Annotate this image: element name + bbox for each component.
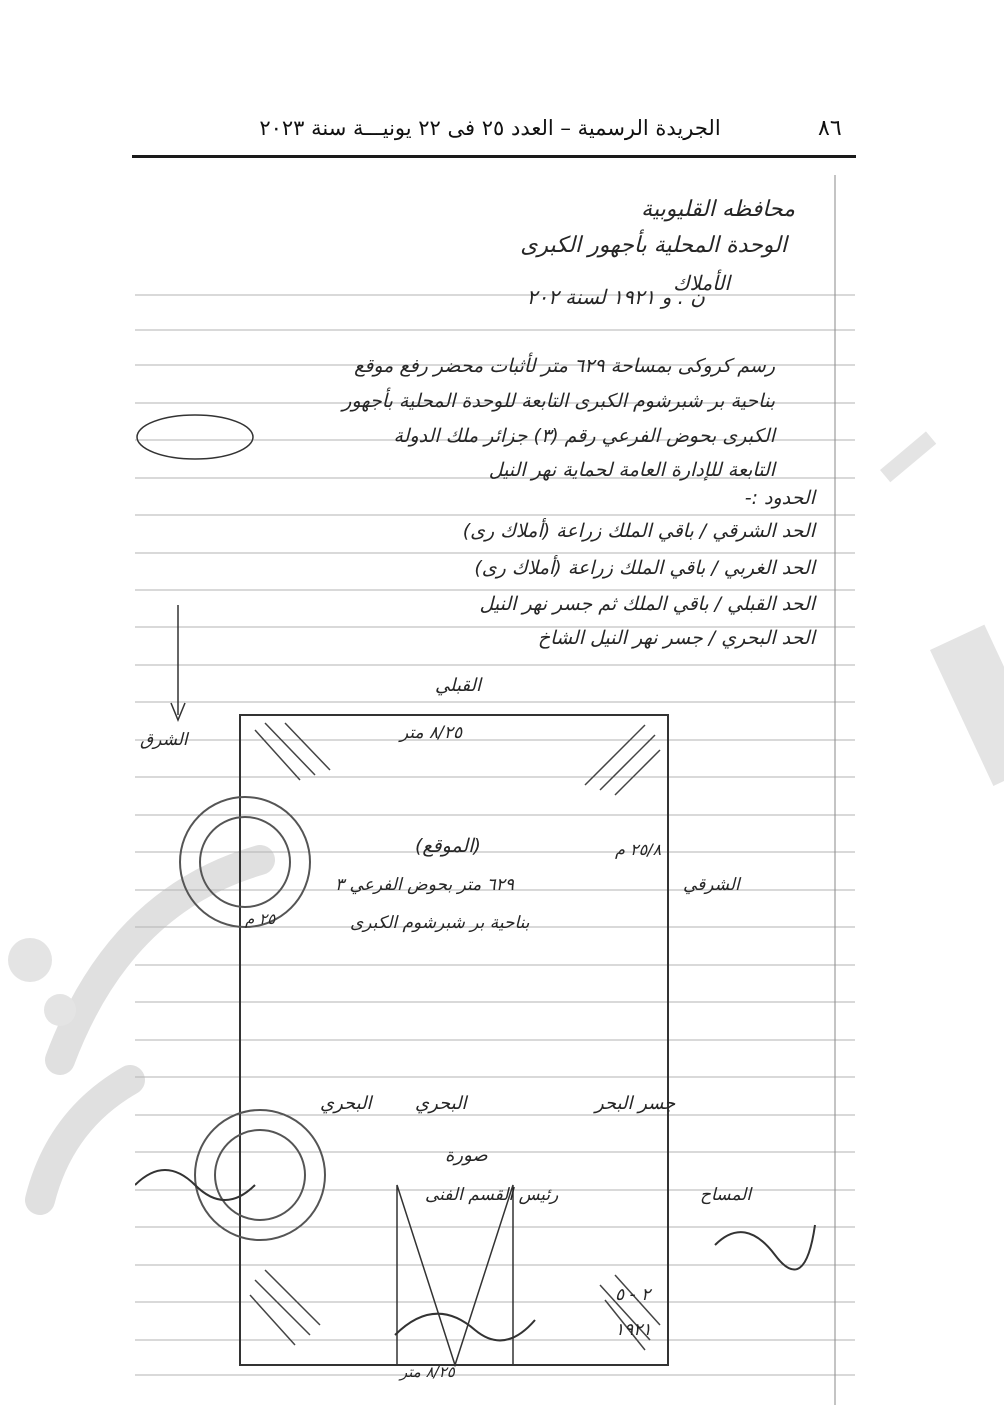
- sketch-site-area: ٦٢٩ متر بحوض الفرعي ٣: [335, 875, 515, 895]
- bottom-year: ١٩٢١: [615, 1320, 652, 1340]
- boundary-west: الحد الغربي / باقي الملك زراعة (أملاك رى): [474, 557, 815, 579]
- official-seal-bottom: [195, 1110, 325, 1240]
- bottom-label-1: البحري: [320, 1093, 372, 1114]
- sketch-south-label: القبلي: [435, 675, 481, 696]
- copy-label: صورة: [445, 1145, 488, 1166]
- sketch-east-label: الشرقي: [683, 875, 740, 895]
- sketch-left-dimension: ٢٥ م: [245, 910, 276, 928]
- body-line-2: بناحية بر شبرشوم الكبرى التابعة للوحدة المحلية بأجهور: [342, 390, 775, 412]
- sketch-site-label: (الموقع): [415, 835, 481, 857]
- sketch-bottom-dimension: ٨/٢٥ متر: [400, 1363, 455, 1381]
- boundary-south: الحد القبلي / باقي الملك ثم جسر نهر النيل: [479, 593, 815, 615]
- bottom-label-3: جسر البحر: [595, 1093, 676, 1114]
- sketch-side-dimension: ٢٥/٨ م: [615, 840, 662, 859]
- boundaries-title: الحدود :-: [744, 487, 815, 509]
- date-line: ن . و ١٩٢١ لسنة ٢٠٢: [526, 285, 705, 309]
- governorate-line: محافظه القليوبية: [641, 197, 795, 222]
- local-unit-line: الوحدة المحلية بأجهور الكبرى: [520, 233, 787, 258]
- department-line: الأملاك: [673, 271, 730, 295]
- bottom-date: ٢ - ٥: [615, 1285, 651, 1305]
- department-head-label: رئيس القسم الفنى: [425, 1185, 559, 1205]
- official-seal-top: [180, 797, 310, 927]
- signature-scribble-right: [715, 1225, 815, 1270]
- page-number: ٨٦: [818, 116, 842, 141]
- boundary-north: الحد البحري / جسر نهر النيل الشاخ: [537, 627, 815, 649]
- boundary-east: الحد الشرقي / باقي الملك زراعة (أملاك رى): [462, 520, 815, 542]
- sketch-top-dimension: ٨/٢٥ متر: [400, 723, 463, 743]
- ellipse-mark: [137, 415, 253, 459]
- body-line-1: رسم كروكى بمساحة ٦٢٩ متر لأثبات محضر رفع موقع: [354, 355, 775, 377]
- gazette-header-title: الجريدة الرسمية – العدد ٢٥ فى ٢٢ يونيـــة سنة ٢٠٢٣: [259, 116, 721, 140]
- body-line-4: التابعة للإدارة العامة لحماية نهر النيل: [488, 459, 775, 481]
- scanned-sheet: [135, 175, 855, 1405]
- surveyor-label: المساح: [700, 1185, 752, 1205]
- sketch-west-label: الشرق: [140, 730, 188, 750]
- header-divider: [132, 155, 856, 158]
- sketch-inner-lines: [397, 1185, 513, 1365]
- bottom-label-2: البحري: [415, 1093, 467, 1114]
- sketch-site-village: بناحية بر شبرشوم الكبرى: [350, 913, 530, 933]
- body-line-3: الكبرى بحوض الفرعي رقم (٣) جزائر ملك الدولة: [393, 425, 775, 447]
